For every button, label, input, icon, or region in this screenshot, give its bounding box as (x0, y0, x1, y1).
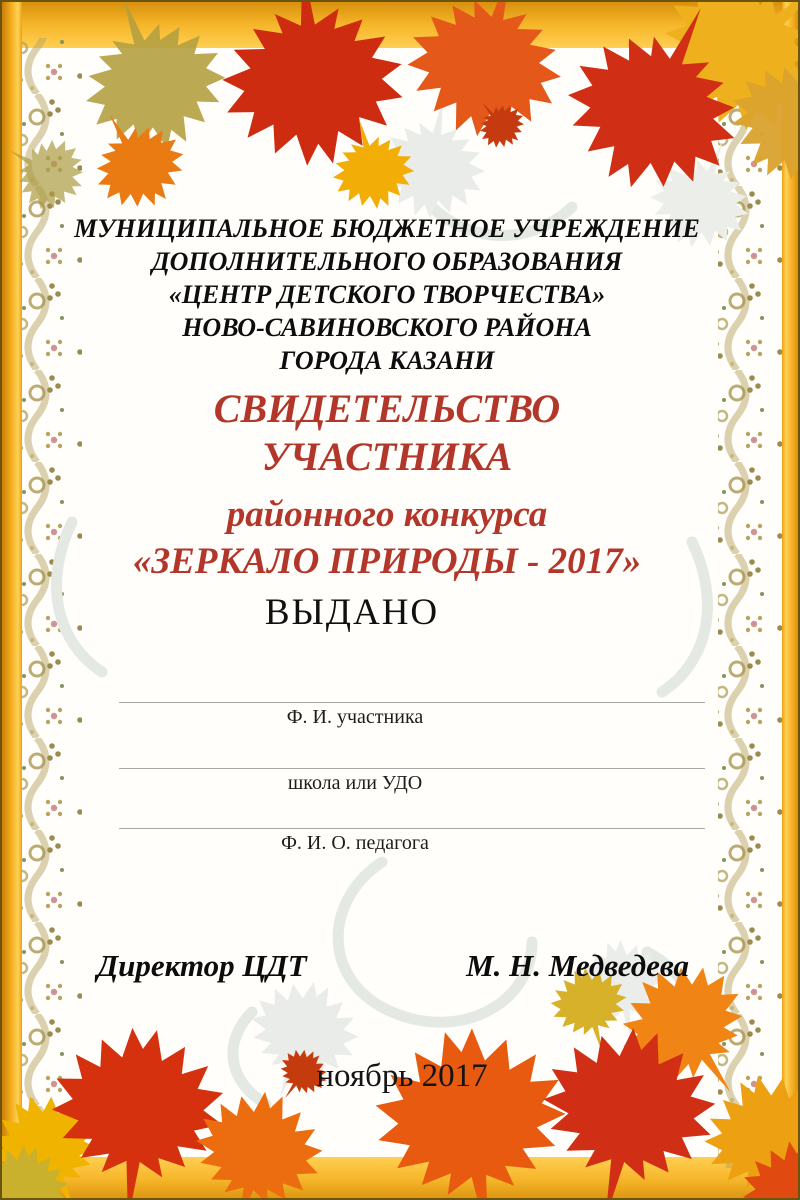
field-label-participant: Ф. И. участника (286, 706, 424, 728)
organization-header (37, 212, 737, 377)
organization-line: НОВО-САВИНОВСКОГО РАЙОНА (182, 313, 592, 342)
organization-line: ДОПОЛНИТЕЛЬНОГО ОБРАЗОВАНИЯ (151, 247, 623, 276)
organization-line: «ЦЕНТР ДЕТСКОГО ТВОРЧЕСТВА» (168, 280, 606, 309)
certificate-title (37, 385, 737, 585)
participant-name-field (119, 702, 705, 729)
field-label-teacher: Ф. И. О. педагога (281, 832, 429, 854)
issued-label: ВЫДАНО (264, 592, 440, 633)
signer-name: М. Н. Медведева (466, 948, 689, 983)
title-line: СВИДЕТЕЛЬСТВО (213, 386, 561, 431)
contest-subtitle: районного конкурса (226, 494, 548, 535)
signer-role: Директор ЦДТ (97, 948, 307, 983)
issue-date: ноябрь 2017 (316, 1058, 488, 1094)
organization-line: МУНИЦИПАЛЬНОЕ БЮДЖЕТНОЕ УЧРЕЖДЕНИЕ (74, 214, 700, 243)
certificate-content (2, 2, 798, 1198)
school-field (119, 768, 705, 795)
teacher-name-field (119, 828, 705, 855)
signature-row (97, 948, 689, 984)
contest-name: «ЗЕРКАЛО ПРИРОДЫ - 2017» (132, 541, 642, 582)
organization-line: ГОРОДА КАЗАНИ (279, 346, 495, 375)
title-line: УЧАСТНИКА (261, 434, 513, 479)
field-label-school: школа или УДО (287, 772, 423, 794)
